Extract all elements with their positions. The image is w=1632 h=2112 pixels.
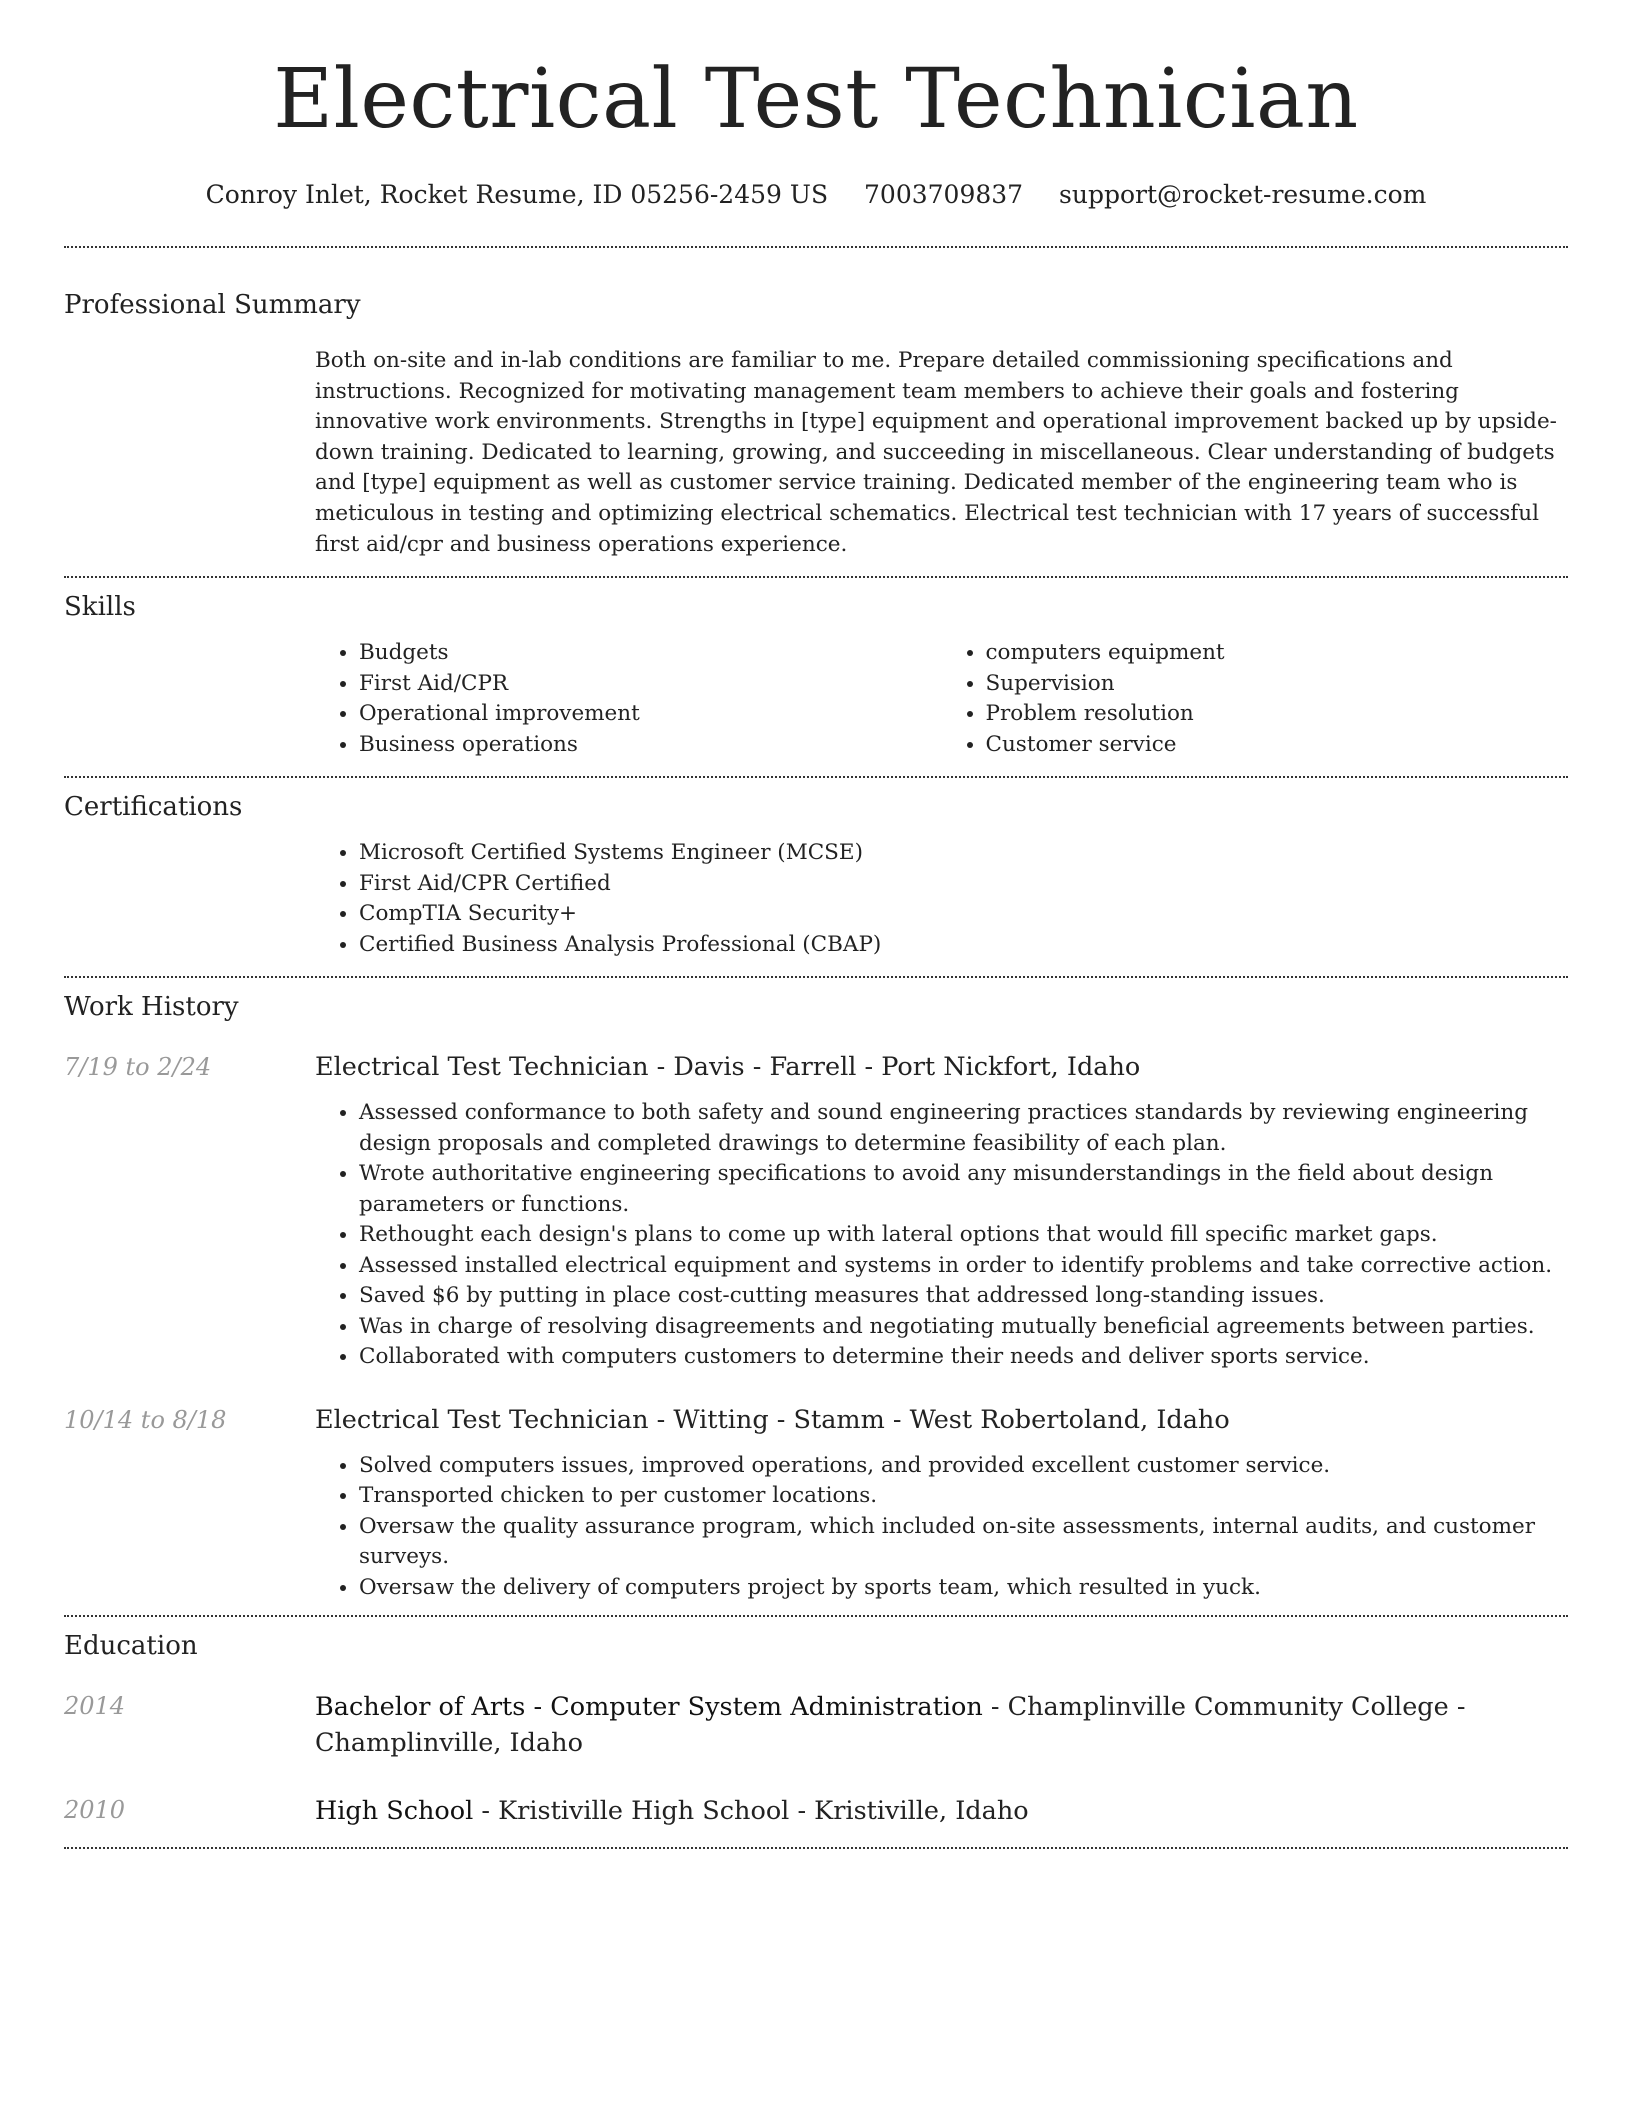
education-school: - Kristiville High School - Kristiville, Idaho [473, 1796, 1029, 1827]
education-year: 2014 [64, 1692, 126, 1721]
resume-page [64, 0, 1568, 1849]
skill-item: • Budgets [359, 638, 942, 669]
education-year: 2010 [64, 1796, 126, 1825]
section-title-summary: Professional Summary [64, 290, 361, 320]
job-bullet: • Saved $6 by putting in place cost-cutting measures that addressed long-standing issues. [359, 1281, 1568, 1312]
job-bullet: • Rethought each design's plans to come up with lateral options that would fill specific market gaps. [359, 1220, 1568, 1251]
section-title-skills: Skills [64, 592, 136, 623]
certification-item: • First Aid/CPR Certified [359, 869, 1568, 900]
skill-item: • Problem resolution [986, 699, 1569, 730]
work-history-section [64, 978, 1568, 1615]
education-section [64, 1617, 1568, 1847]
certifications-section [64, 778, 1568, 976]
skills-section [64, 578, 1568, 776]
certification-item: • CompTIA Security+ [359, 899, 1568, 930]
education-details [315, 1689, 1568, 1761]
job-title: Electrical Test Technician - Witting - Stamm - West Robertoland, Idaho [315, 1404, 1230, 1435]
skill-item: • First Aid/CPR [359, 669, 942, 700]
job-bullet: • Assessed conformance to both safety and sound engineering practices standards by reviewing engineering design proposals and completed drawings to determine feasibility of each plan. [359, 1098, 1568, 1159]
job-title: Electrical Test Technician - Davis - Farrell - Port Nickfort, Idaho [315, 1052, 1141, 1083]
divider [64, 1847, 1568, 1849]
skills-list-left [315, 638, 942, 760]
skill-item: • Customer service [986, 730, 1569, 761]
job-bullets [315, 1451, 1568, 1604]
contact-phone: 7003709837 [864, 180, 1024, 209]
skill-item: • Operational improvement [359, 699, 942, 730]
job-entry [64, 1403, 1568, 1604]
contact-line [64, 178, 1568, 212]
skills-list-right [942, 638, 1569, 760]
job-bullet: • Assessed installed electrical equipment and systems in order to identify problems and take corrective action. [359, 1251, 1568, 1282]
summary-section [64, 248, 1568, 576]
skill-item: • Supervision [986, 669, 1569, 700]
job-bullet: • Oversaw the quality assurance program, which included on-site assessments, internal audits, and customer surveys. [359, 1512, 1568, 1573]
contact-email[interactable]: support@rocket-resume.com [1059, 180, 1427, 209]
education-details [315, 1793, 1568, 1829]
job-dates: 7/19 to 2/24 [64, 1053, 212, 1082]
skill-item: • computers equipment [986, 638, 1569, 669]
education-entry [64, 1689, 1568, 1761]
summary-text: Both on-site and in-lab conditions are familiar to me. Prepare detailed commissioning specifications and instructions. Recognized for motivating management team members to achieve their goals and fostering innovative work environments. Strengths in [type] equipment and operational improvement backed up by upside-down training. Dedicated to learning, growing, and succeeding in miscellaneous. Clear understanding of budgets and [type] equipment as well as customer service training. Dedicated member of the engineering team who is meticulous in testing and optimizing electrical schematics. Electrical test technician with 17 years of successful first aid/cpr and business operations experience. [315, 348, 1557, 557]
certification-item: • Microsoft Certified Systems Engineer (MCSE) [359, 838, 1568, 869]
education-school: - Champlinville Community College - Champlinville, Idaho [315, 1692, 1466, 1759]
job-bullet: • Was in charge of resolving disagreements and negotiating mutually beneficial agreements between parties. [359, 1312, 1568, 1343]
job-entry [64, 1050, 1568, 1373]
job-bullet: • Oversaw the delivery of computers project by sports team, which resulted in yuck. [359, 1573, 1568, 1604]
job-bullet: • Solved computers issues, improved operations, and provided excellent customer service. [359, 1451, 1568, 1482]
job-bullet: • Wrote authoritative engineering specifications to avoid any misunderstandings in the field about design parameters or functions. [359, 1159, 1568, 1220]
certifications-list [315, 838, 1568, 960]
education-entry [64, 1793, 1568, 1829]
skill-item: • Business operations [359, 730, 942, 761]
certification-item: • Certified Business Analysis Professional (CBAP) [359, 930, 1568, 961]
section-title-work-history: Work History [64, 992, 239, 1023]
education-degree: Bachelor of Arts - Computer System Administration [315, 1692, 983, 1723]
job-bullet: • Collaborated with computers customers to determine their needs and deliver sports service. [359, 1342, 1568, 1373]
section-title-education: Education [64, 1631, 198, 1662]
education-degree: High School [315, 1796, 474, 1827]
candidate-name: Electrical Test Technician [273, 52, 1359, 147]
contact-address: Conroy Inlet, Rocket Resume, ID 05256-2459 US [205, 180, 829, 209]
job-bullets [315, 1098, 1568, 1373]
section-title-certifications: Certifications [64, 792, 243, 823]
job-dates: 10/14 to 8/18 [64, 1405, 227, 1434]
job-bullet: • Transported chicken to per customer locations. [359, 1481, 1568, 1512]
